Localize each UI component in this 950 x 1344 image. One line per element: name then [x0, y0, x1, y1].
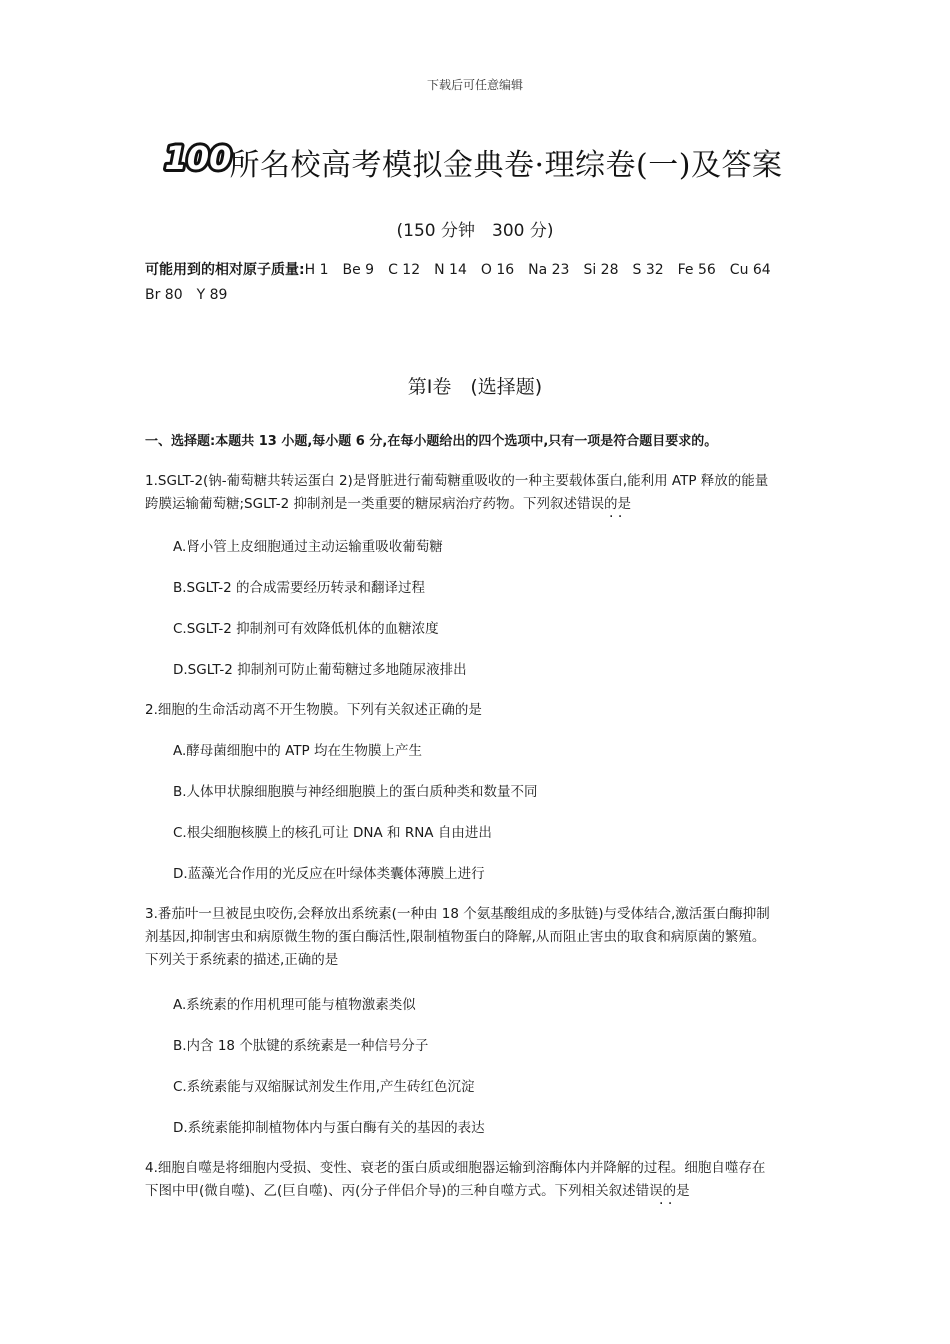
- emphasis-dots: · ·: [609, 509, 623, 525]
- question-3-stem-line-3: 下列关于系统素的描述,正确的是: [145, 952, 339, 968]
- question-1-stem: [145, 470, 810, 516]
- question-2-option-a: A.酵母菌细胞中的 ATP 均在生物膜上产生: [173, 743, 422, 759]
- question-3-stem: [145, 903, 810, 972]
- question-1-option-a: A.肾小管上皮细胞通过主动运输重吸收葡萄糖: [173, 539, 443, 555]
- question-4-stem: [145, 1157, 810, 1203]
- question-2-stem: [145, 699, 810, 722]
- question-2-stem-line-1: 2.细胞的生命活动离不开生物膜。下列有关叙述正确的是: [145, 702, 482, 718]
- question-3-option-b: B.内含 18 个肽键的系统素是一种信号分子: [173, 1038, 429, 1054]
- question-1-option-d: D.SGLT-2 抑制剂可防止葡萄糖过多地随尿液排出: [173, 662, 467, 678]
- question-2-option-b: B.人体甲状腺细胞膜与神经细胞膜上的蛋白质种类和数量不同: [173, 784, 538, 800]
- atomic-mass-values-1: H 1 Be 9 C 12 N 14 O 16 Na 23 Si 28 S 32 Fe 56 Cu 64: [304, 262, 771, 278]
- atomic-mass-line-1: [145, 258, 825, 283]
- question-1-stem-line-2: 跨膜运输葡萄糖;SGLT-2 抑制剂是一类重要的糖尿病治疗药物。下列叙述错误的是: [145, 496, 631, 512]
- question-3-option-a: A.系统素的作用机理可能与植物激素类似: [173, 997, 416, 1013]
- question-1-option-c: C.SGLT-2 抑制剂可有效降低机体的血糖浓度: [173, 621, 439, 637]
- logo-text: 100: [164, 139, 231, 177]
- atomic-mass-lead: 可能用到的相对原子质量:: [145, 262, 305, 278]
- atomic-mass-line-2: Br 80 Y 89: [145, 287, 228, 303]
- logo-100-icon: [164, 136, 231, 180]
- question-2-option-d: D.蓝藻光合作用的光反应在叶绿体类囊体薄膜上进行: [173, 866, 485, 882]
- instructions: 一、选择题:本题共 13 小题,每小题 6 分,在每小题给出的四个选项中,只有一项是符合题目要求的。: [145, 434, 718, 449]
- question-3-option-c: C.系统素能与双缩脲试剂发生作用,产生砖红色沉淀: [173, 1079, 475, 1095]
- question-2-option-c: C.根尖细胞核膜上的核孔可让 DNA 和 RNA 自由进出: [173, 825, 492, 841]
- question-3-stem-line-2: 剂基因,抑制害虫和病原微生物的蛋白酶活性,限制植物蛋白的降解,从而阻止害虫的取食和病原菌的繁殖。: [145, 929, 766, 945]
- header-note: 下载后可任意编辑: [426, 78, 523, 92]
- question-1-stem-line-1: 1.SGLT-2(钠-葡萄糖共转运蛋白 2)是肾脏进行葡萄糖重吸收的一种主要载体蛋白,能利用 ATP 释放的能量: [145, 473, 769, 489]
- page-title: 所名校高考模拟金典卷·理综卷(一)及答案: [229, 148, 783, 183]
- question-4-stem-line-1: 4.细胞自噬是将细胞内受损、变性、衰老的蛋白质或细胞器运输到溶酶体内并降解的过程。细胞自噬存在: [145, 1160, 766, 1176]
- question-1-option-b: B.SGLT-2 的合成需要经历转录和翻译过程: [173, 580, 426, 596]
- question-4-stem-line-2: 下图中甲(微自噬)、乙(巨自噬)、丙(分子伴侣介导)的三种自噬方式。下列相关叙述错误的是: [145, 1183, 690, 1199]
- question-3-stem-line-1: 3.番茄叶一旦被昆虫咬伤,会释放出系统素(一种由 18 个氨基酸组成的多肽链)与受体结合,激活蛋白酶抑制: [145, 906, 770, 922]
- title-row: [0, 140, 950, 184]
- exam-duration-score: (150 分钟 300 分): [396, 221, 554, 241]
- question-3-option-d: D.系统素能抑制植物体内与蛋白酶有关的基因的表达: [173, 1120, 485, 1136]
- emphasis-dots: · ·: [659, 1196, 673, 1212]
- section-title: 第Ⅰ卷 (选择题): [407, 376, 543, 398]
- atomic-mass-block: [145, 258, 825, 308]
